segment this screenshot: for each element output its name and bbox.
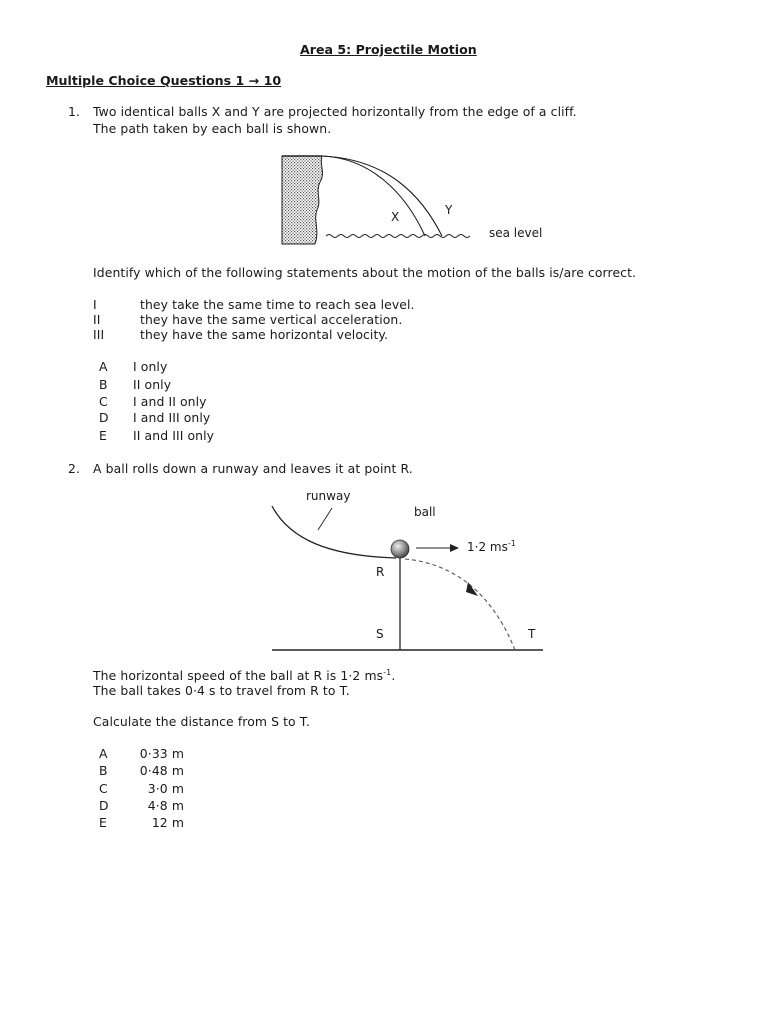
point-r-label: R bbox=[376, 565, 385, 579]
question-text-line: A ball rolls down a runway and leaves it at point R. bbox=[93, 461, 413, 476]
ball-path bbox=[405, 559, 515, 650]
option-letter: C bbox=[99, 394, 108, 409]
option-letter: E bbox=[99, 428, 107, 443]
statement-text: they have the same vertical acceleration. bbox=[140, 312, 403, 327]
ball-x-label: X bbox=[391, 210, 400, 224]
ball-label: ball bbox=[414, 505, 436, 519]
option-text: 3·0 m bbox=[147, 781, 184, 796]
trajectory-x bbox=[322, 156, 425, 236]
point-s-label: S bbox=[376, 627, 384, 641]
sea-level-waves bbox=[326, 235, 470, 238]
question-prompt: Calculate the distance from S to T. bbox=[93, 714, 311, 729]
question-number: 1. bbox=[68, 104, 81, 119]
ball-y-label: Y bbox=[445, 203, 453, 217]
page-title: Area 5: Projectile Motion bbox=[300, 42, 477, 57]
runway-label: runway bbox=[306, 489, 351, 503]
option-text: 0·48 m bbox=[139, 763, 184, 778]
option-text: II and III only bbox=[133, 428, 215, 443]
ball bbox=[391, 540, 409, 558]
ball-path-arrowhead bbox=[466, 582, 478, 596]
runway-label-leader bbox=[318, 508, 332, 530]
option-text: I and III only bbox=[133, 410, 211, 425]
option-letter: A bbox=[99, 746, 108, 761]
question-prompt: Identify which of the following statements about the motion of the balls is/are correct. bbox=[93, 265, 637, 280]
option-letter: E bbox=[99, 815, 107, 830]
statement-text: they have the same horizontal velocity. bbox=[140, 327, 389, 342]
question-text-line: The horizontal speed of the ball at R is 1·2 $ms^{-1}$. bbox=[93, 668, 396, 683]
runway-diagram bbox=[260, 500, 550, 660]
option-letter: A bbox=[99, 359, 108, 374]
option-text: I and II only bbox=[133, 394, 207, 409]
option-letter: B bbox=[99, 763, 108, 778]
option-letter: B bbox=[99, 377, 108, 392]
statement-numeral: III bbox=[93, 327, 105, 342]
question-text-line: The ball takes 0·4 s to travel from R to T. bbox=[93, 683, 350, 698]
statement-text: they take the same time to reach sea level. bbox=[140, 297, 415, 312]
point-t-label: T bbox=[528, 627, 536, 641]
runway-curve bbox=[272, 506, 396, 558]
option-text: II only bbox=[133, 377, 172, 392]
section-heading: Multiple Choice Questions 1 → 10 bbox=[46, 73, 282, 88]
cliff-face bbox=[282, 156, 323, 244]
option-text: 4·8 m bbox=[147, 798, 184, 813]
sea-level-label: sea level bbox=[489, 226, 543, 240]
option-letter: D bbox=[99, 410, 109, 425]
statement-numeral: II bbox=[93, 312, 101, 327]
statement-numeral: I bbox=[93, 297, 97, 312]
option-letter: C bbox=[99, 781, 108, 796]
option-letter: D bbox=[99, 798, 109, 813]
option-text: 0·33 m bbox=[139, 746, 184, 761]
option-text: I only bbox=[133, 359, 168, 374]
question-number: 2. bbox=[68, 461, 81, 476]
trajectory-y bbox=[322, 156, 442, 236]
option-text: 12 m bbox=[151, 815, 184, 830]
question-text-line: Two identical balls X and Y are projected horizontally from the edge of a cliff. bbox=[93, 104, 577, 119]
velocity-arrowhead bbox=[450, 544, 459, 552]
question-text-line: The path taken by each ball is shown. bbox=[93, 121, 332, 136]
speed-label: 1·2 $ms^{-1}$ bbox=[467, 539, 516, 554]
